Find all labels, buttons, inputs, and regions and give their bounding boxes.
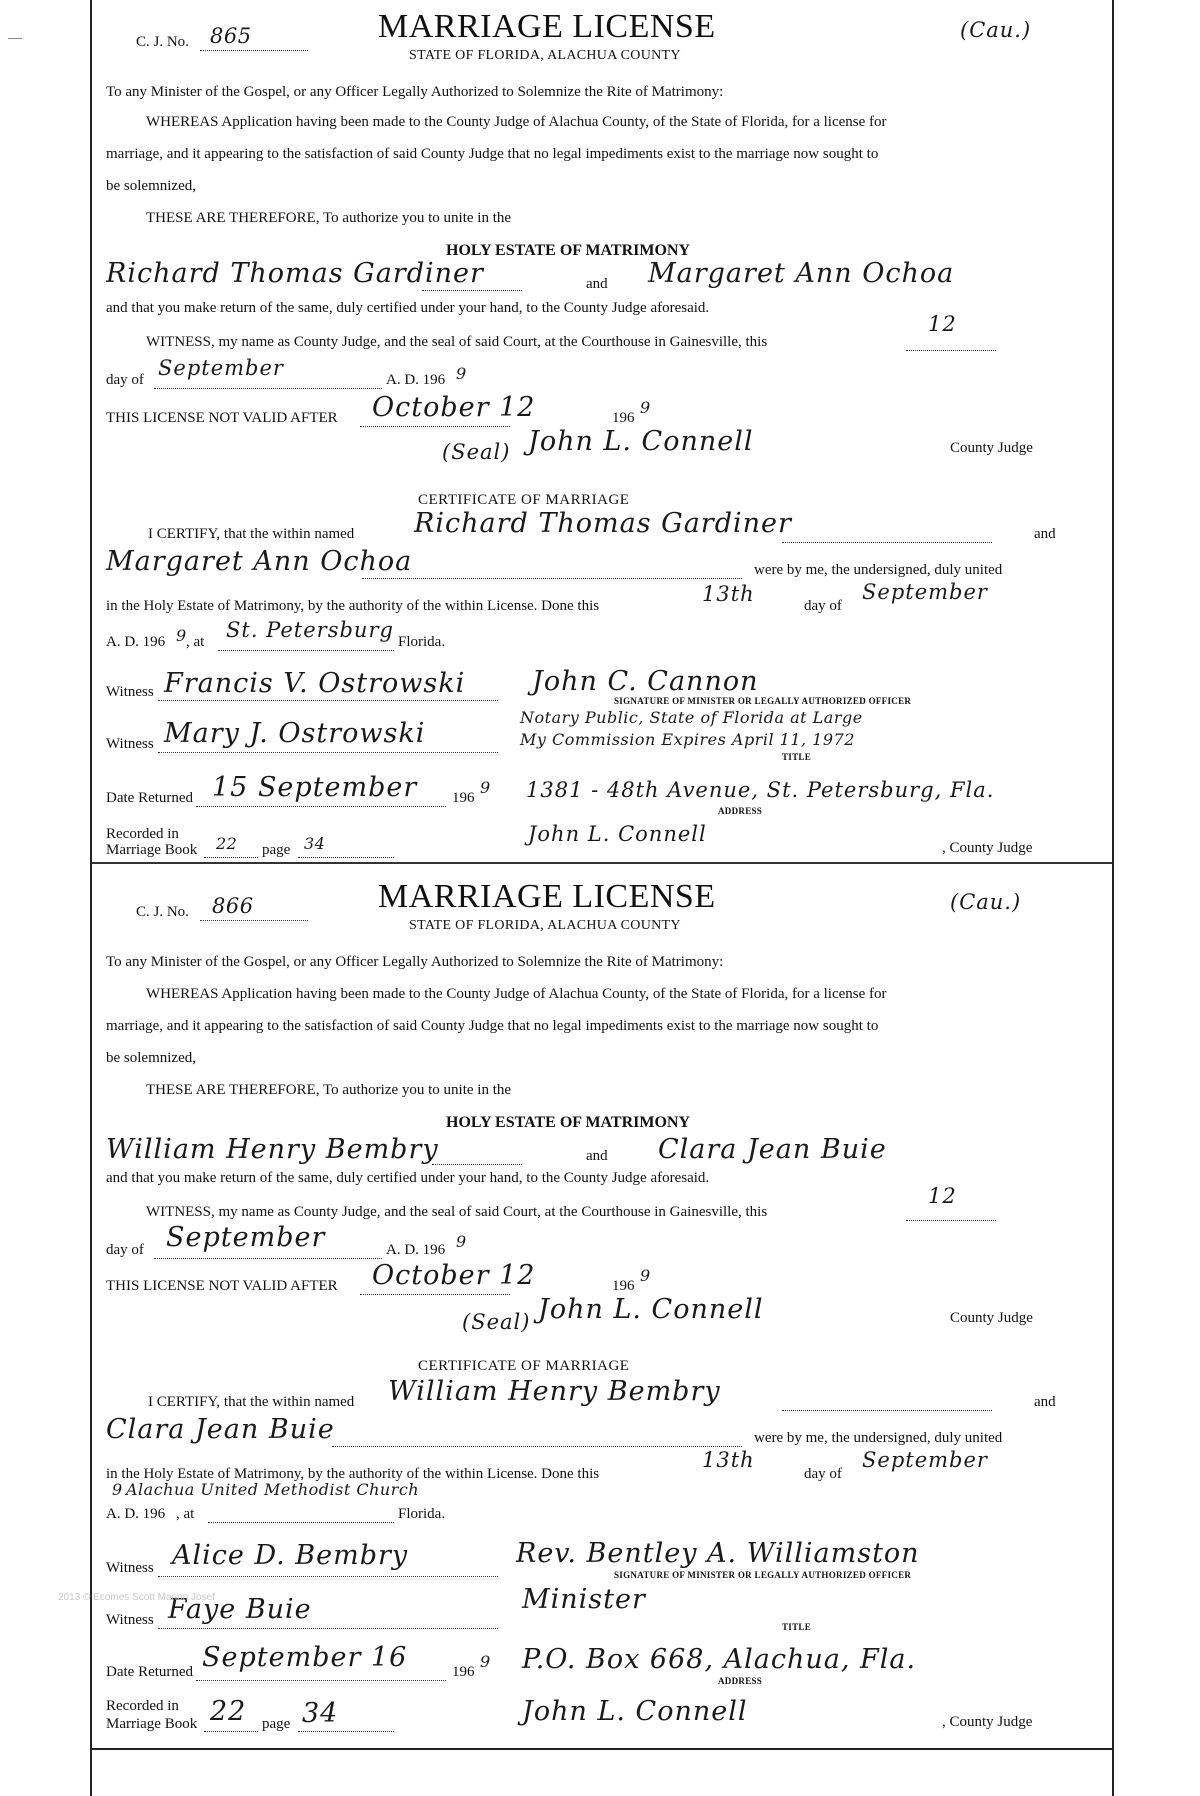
cj-number-label: C. J. No. (136, 34, 189, 50)
issue-month: September (158, 356, 284, 380)
witness-line: WITNESS, my name as County Judge, and the seal of said Court, at the Courthouse in Gainesville, this (146, 334, 768, 350)
officer-address: 1381 - 48th Avenue, St. Petersburg, Fla. (526, 778, 995, 802)
done-year-digit: 9 (176, 626, 187, 645)
returned-year-label: 196 (452, 790, 475, 806)
recorder-title: , County Judge (942, 1714, 1033, 1730)
recorder-signature: John L. Connell (528, 822, 707, 846)
license-title: MARRIAGE LICENSE (378, 878, 716, 915)
ad-at-label: A. D. 196 (106, 1506, 166, 1522)
certificate-title: CERTIFICATE OF MARRIAGE (418, 1358, 630, 1374)
recorded-label-2: Marriage Book (106, 1716, 198, 1732)
address-line: To any Minister of the Gospel, or any Officer Legally Authorized to Solemnize the Rite of Matrimony: (106, 954, 724, 970)
done-month: September (862, 580, 988, 604)
witness-2-label: Witness (106, 736, 154, 752)
not-valid-year-label: 196 (612, 410, 635, 426)
witness-1-label: Witness (106, 1560, 154, 1576)
at-label: , at (176, 1506, 195, 1522)
date-returned-label: Date Returned (106, 790, 194, 806)
recorded-label-1: Recorded in (106, 826, 179, 842)
title-value-1: Notary Public, State of Florida at Large (520, 708, 863, 727)
county-judge-label: County Judge (950, 440, 1033, 456)
cert-bride: Margaret Ann Ochoa (106, 546, 413, 577)
watermark: 2013 © Ecomes Scott Marion Josef (58, 1592, 215, 1603)
title-caption: TITLE (782, 752, 812, 762)
not-valid-year-label: 196 (612, 1278, 635, 1294)
cert-bride: Clara Jean Buie (106, 1414, 335, 1445)
bride-name: Clara Jean Buie (658, 1134, 887, 1165)
done-year-digit: 9 (112, 1480, 123, 1499)
witness-1-label: Witness (106, 684, 154, 700)
marriage-license-866 (92, 864, 1112, 1746)
issue-year-digit: 9 (456, 364, 467, 383)
certificate-title: CERTIFICATE OF MARRIAGE (418, 492, 630, 508)
united-label: were by me, the undersigned, duly united (754, 562, 1003, 578)
date-returned: 15 September (212, 772, 418, 803)
holy-estate-heading: HOLY ESTATE OF MATRIMONY (446, 242, 691, 259)
page-bottom-border (92, 1748, 1112, 1750)
certify-label: I CERTIFY, that the within named (148, 526, 355, 542)
place: Alachua United Methodist Church (126, 1480, 420, 1499)
issue-month: September (166, 1222, 326, 1253)
county-note: (Cau.) (950, 890, 1022, 914)
authorize-line: THESE ARE THEREFORE, To authorize you to unite in the (146, 1082, 512, 1098)
holy-estate-line: in the Holy Estate of Matrimony, by the authority of the within License. Done this (106, 598, 600, 614)
cj-number: 866 (212, 894, 254, 918)
officer-address: P.O. Box 668, Alachua, Fla. (522, 1644, 917, 1675)
groom-name: Richard Thomas Gardiner (106, 258, 484, 289)
book-number: 22 (216, 834, 238, 853)
whereas-line-1: WHEREAS Application having been made to the County Judge of Alachua County, of the State of Florida, for a license for (146, 114, 887, 130)
returned-year-digit: 9 (480, 1652, 491, 1671)
and-word: and (586, 276, 608, 292)
recorder-signature: John L. Connell (522, 1696, 748, 1727)
title-value-1: Minister (522, 1584, 646, 1615)
page-number: 34 (304, 834, 326, 853)
witness-2-label: Witness (106, 1612, 154, 1628)
issue-day: 12 (928, 312, 957, 336)
day-of-label: day of (106, 1242, 144, 1258)
officer-caption: SIGNATURE OF MINISTER OR LEGALLY AUTHORIZED OFFICER (614, 1570, 912, 1580)
title-caption: TITLE (782, 1622, 812, 1632)
license-subtitle: STATE OF FLORIDA, ALACHUA COUNTY (409, 48, 681, 63)
not-valid-label: THIS LICENSE NOT VALID AFTER (106, 410, 338, 426)
license-title: MARRIAGE LICENSE (378, 8, 716, 45)
not-valid-label: THIS LICENSE NOT VALID AFTER (106, 1278, 338, 1294)
returned-year-digit: 9 (480, 778, 491, 797)
recorded-label-1: Recorded in (106, 1698, 179, 1714)
witness-1: Francis V. Ostrowski (164, 668, 466, 699)
issue-day: 12 (928, 1184, 957, 1208)
page-label: page (262, 1716, 291, 1732)
book-number: 22 (210, 1696, 247, 1727)
witness-2: Mary J. Ostrowski (164, 718, 426, 749)
county-judge-label: County Judge (950, 1310, 1033, 1326)
authorize-line: THESE ARE THEREFORE, To authorize you to unite in the (146, 210, 512, 226)
cert-groom: William Henry Bembry (388, 1376, 721, 1407)
not-valid-year-digit: 9 (640, 1266, 651, 1285)
margin-mark (8, 38, 22, 39)
officer-caption: SIGNATURE OF MINISTER OR LEGALLY AUTHORIZED OFFICER (614, 696, 912, 706)
cert-and: and (1034, 526, 1056, 542)
license-subtitle: STATE OF FLORIDA, ALACHUA COUNTY (409, 918, 681, 933)
document-page (90, 0, 1114, 1796)
county-note: (Cau.) (960, 18, 1032, 42)
seal: (Seal) (442, 440, 511, 464)
place: St. Petersburg (226, 618, 394, 642)
done-month: September (862, 1448, 988, 1472)
groom-name: William Henry Bembry (106, 1134, 439, 1165)
florida-label: Florida. (398, 634, 446, 650)
done-day-of: day of (804, 1466, 842, 1482)
not-valid-date: October 12 (372, 1260, 536, 1291)
date-returned: September 16 (202, 1642, 408, 1673)
address-line: To any Minister of the Gospel, or any Officer Legally Authorized to Solemnize the Rite of Matrimony: (106, 84, 724, 100)
united-label: were by me, the undersigned, duly united (754, 1430, 1003, 1446)
officer-signature: Rev. Bentley A. Williamston (516, 1538, 920, 1569)
and-word: and (586, 1148, 608, 1164)
address-caption: ADDRESS (718, 1676, 763, 1686)
done-day: 13th (702, 1448, 755, 1472)
florida-label: Florida. (398, 1506, 446, 1522)
recorded-label-2: Marriage Book (106, 842, 198, 858)
cj-number-label: C. J. No. (136, 904, 189, 920)
bride-name: Margaret Ann Ochoa (648, 258, 955, 289)
cert-groom: Richard Thomas Gardiner (414, 508, 792, 539)
title-value-2: My Commission Expires April 11, 1972 (520, 730, 855, 749)
whereas-line-1: WHEREAS Application having been made to the County Judge of Alachua County, of the State of Florida, for a license for (146, 986, 887, 1002)
judge-signature: John L. Connell (538, 1294, 764, 1325)
page-number: 34 (302, 1698, 339, 1729)
ad-label: A. D. 196 (386, 1242, 446, 1258)
holy-estate-heading: HOLY ESTATE OF MATRIMONY (446, 1114, 691, 1131)
not-valid-date: October 12 (372, 392, 536, 423)
return-line: and that you make return of the same, duly certified under your hand, to the County Judge aforesaid. (106, 1170, 710, 1186)
at-label: , at (186, 634, 205, 650)
returned-year-label: 196 (452, 1664, 475, 1680)
return-line: and that you make return of the same, duly certified under your hand, to the County Judge aforesaid. (106, 300, 710, 316)
officer-signature: John C. Cannon (532, 666, 759, 697)
ad-label: A. D. 196 (386, 372, 446, 388)
ad-at-label: A. D. 196 (106, 634, 166, 650)
address-caption: ADDRESS (718, 806, 763, 816)
judge-signature: John L. Connell (528, 426, 754, 457)
seal: (Seal) (462, 1310, 531, 1334)
done-day-of: day of (804, 598, 842, 614)
whereas-line-3: be solemnized, (106, 178, 196, 194)
recorder-title: , County Judge (942, 840, 1033, 856)
not-valid-year-digit: 9 (640, 398, 651, 417)
issue-year-digit: 9 (456, 1232, 467, 1251)
certify-label: I CERTIFY, that the within named (148, 1394, 355, 1410)
page-label: page (262, 842, 291, 858)
cert-and: and (1034, 1394, 1056, 1410)
witness-line: WITNESS, my name as County Judge, and the seal of said Court, at the Courthouse in Gainesville, this (146, 1204, 768, 1220)
done-day: 13th (702, 582, 755, 606)
whereas-line-2: marriage, and it appearing to the satisfaction of said County Judge that no legal impediments exist to the marriage now sought to (106, 1018, 879, 1034)
whereas-line-3: be solemnized, (106, 1050, 196, 1066)
day-of-label: day of (106, 372, 144, 388)
witness-2: Faye Buie (168, 1594, 312, 1625)
whereas-line-2: marriage, and it appearing to the satisfaction of said County Judge that no legal impediments exist to the marriage now sought to (106, 146, 879, 162)
cj-number: 865 (210, 24, 252, 48)
marriage-license-865 (92, 0, 1112, 864)
date-returned-label: Date Returned (106, 1664, 194, 1680)
holy-estate-line: in the Holy Estate of Matrimony, by the authority of the within License. Done this (106, 1466, 600, 1482)
witness-1: Alice D. Bembry (172, 1540, 409, 1571)
